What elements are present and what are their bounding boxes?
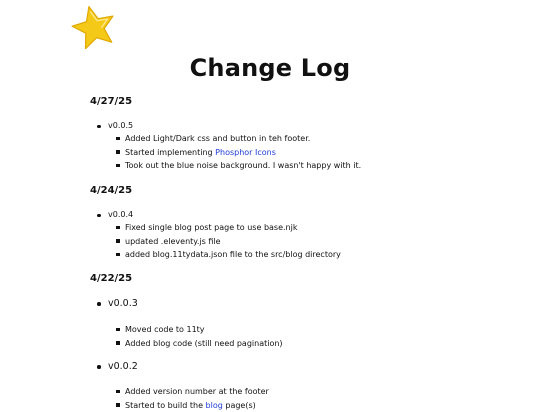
- entry-date: 4/27/25: [90, 96, 132, 107]
- change-text: page(s): [223, 401, 256, 410]
- blog-link[interactable]: blog: [206, 401, 223, 410]
- change-text: Moved code to 11ty: [125, 325, 205, 334]
- version-item: v0.0.3: [97, 297, 138, 311]
- change-text: Took out the blue noise background. I wasn't happy with it.: [125, 161, 361, 170]
- change-item: [116, 235, 341, 249]
- version-item: v0.0.2: [97, 360, 138, 374]
- change-item: [116, 323, 283, 337]
- change-item: [116, 221, 341, 235]
- phosphor-icons-link[interactable]: Phosphor Icons: [215, 148, 276, 157]
- change-text: Started to build the: [125, 401, 206, 410]
- change-item: [116, 146, 361, 160]
- version-list: [97, 360, 138, 374]
- change-text: Fixed single blog post page to use base.njk: [125, 223, 297, 232]
- version-list: [97, 209, 133, 221]
- change-item: [116, 385, 269, 399]
- change-list: [116, 323, 283, 350]
- star-icon: [70, 3, 118, 49]
- change-text: Added version number at the footer: [125, 387, 269, 396]
- change-text: added blog.11tydata.json file to the src/blog directory: [125, 250, 341, 259]
- change-list: [116, 132, 361, 173]
- entry-date: 4/22/25: [90, 273, 132, 284]
- change-item: [116, 159, 361, 173]
- change-item: [116, 132, 361, 146]
- change-text: updated .eleventy.js file: [125, 237, 221, 246]
- change-item: [116, 337, 283, 351]
- change-item: [116, 399, 269, 412]
- version-item: v0.0.4: [97, 209, 133, 221]
- change-text: Started implementing: [125, 148, 215, 157]
- version-list: [97, 120, 133, 132]
- change-list: [116, 385, 269, 412]
- version-list: [97, 297, 138, 311]
- page-title: Change Log: [0, 54, 540, 82]
- change-list: [116, 221, 341, 262]
- entry-date: 4/24/25: [90, 185, 132, 196]
- version-item: v0.0.5: [97, 120, 133, 132]
- change-item: [116, 248, 341, 262]
- change-text: Added Light/Dark css and button in teh footer.: [125, 134, 310, 143]
- change-text: Added blog code (still need pagination): [125, 339, 283, 348]
